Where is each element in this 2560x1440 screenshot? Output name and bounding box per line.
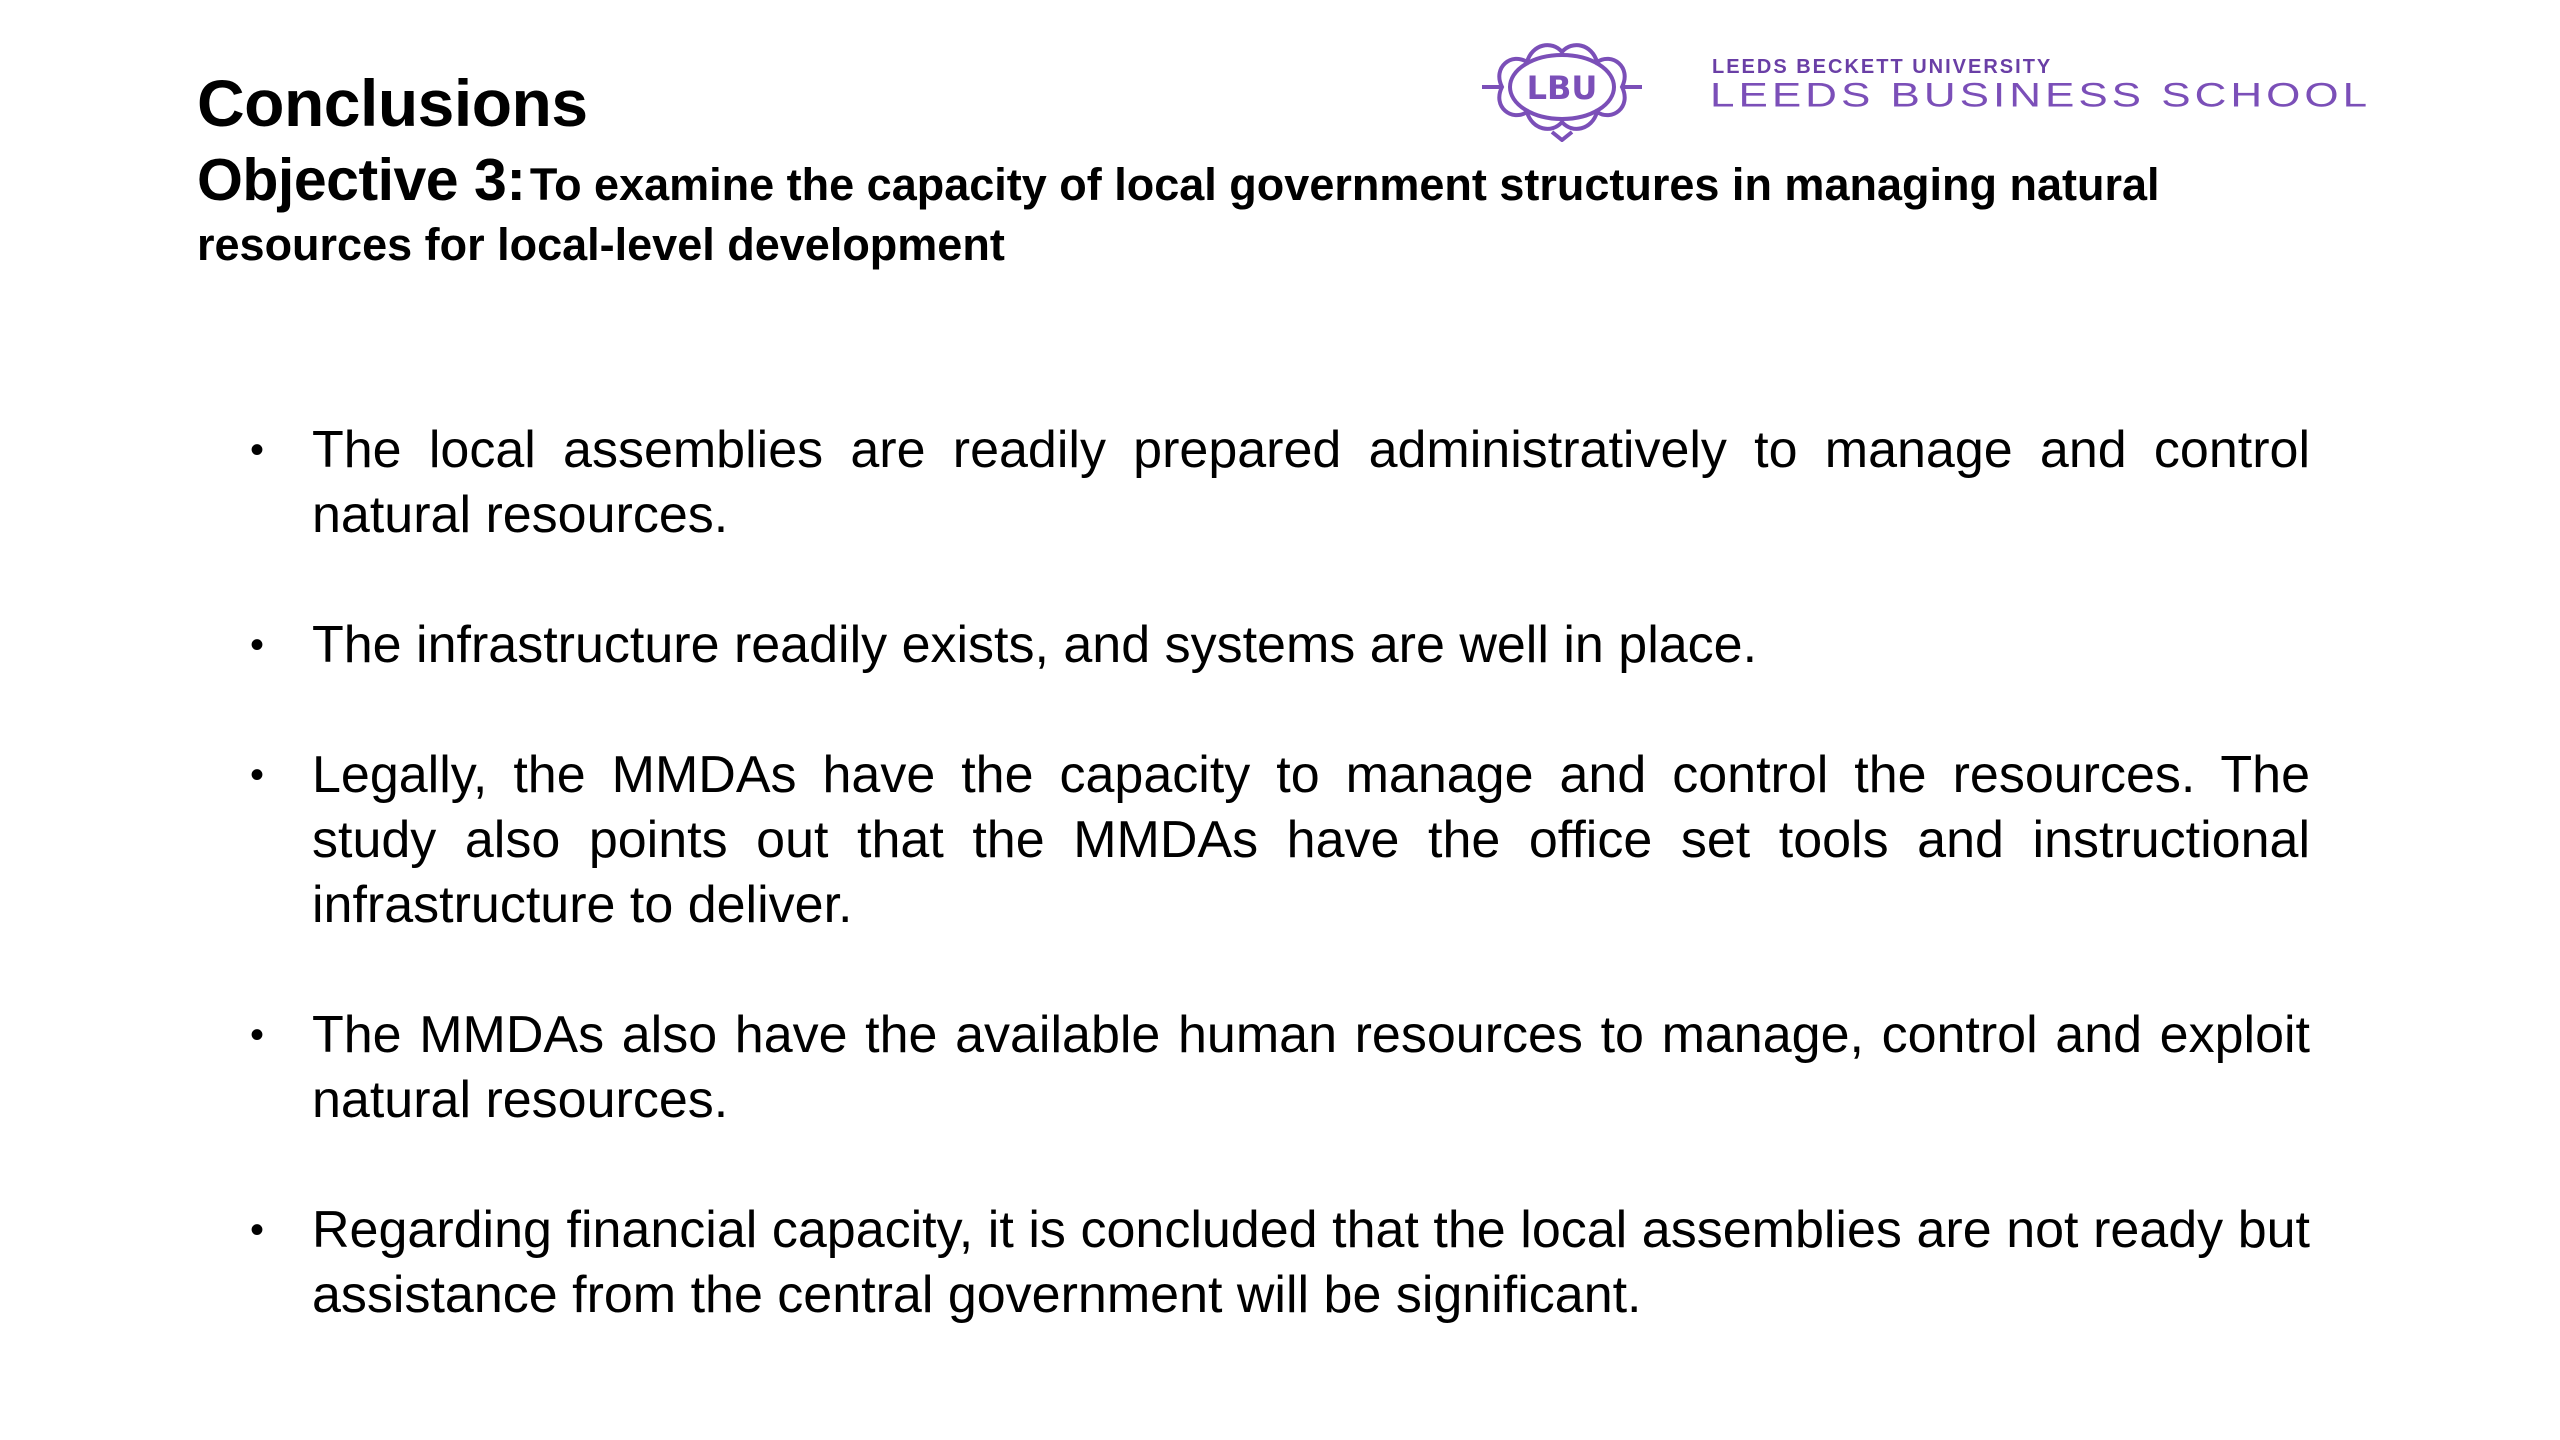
- bullet-text: The MMDAs also have the available human resources to manage, control and exploit natural resources.: [312, 1006, 2310, 1129]
- bullet-text: Regarding financial capacity, it is concluded that the local assemblies are not ready but assistance from the central government will be significant.: [312, 1201, 2310, 1324]
- slide-title: Conclusions: [197, 66, 588, 140]
- lbu-rose-icon: [1462, 32, 1662, 142]
- bullet-item: [250, 418, 2310, 548]
- bullet-item: [250, 613, 2310, 678]
- conclusion-bullet-list: [250, 418, 2310, 1393]
- bullet-icon: •: [250, 1013, 265, 1057]
- bullet-icon: •: [250, 623, 265, 667]
- leeds-business-school-logo: [1462, 32, 2462, 142]
- bullet-text: Legally, the MMDAs have the capacity to manage and control the resources. The study also points out that the MMDAs have the office set tools and instructional infrastructure to deliver.: [312, 746, 2310, 934]
- objective-text: To examine the capacity of local government structures in managing natural resources for local-level development: [197, 159, 2160, 270]
- logo-school-name: LEEDS BUSINESS SCHOOL: [1710, 76, 2372, 115]
- bullet-item: [250, 1198, 2310, 1328]
- bullet-item: [250, 1003, 2310, 1133]
- bullet-icon: •: [250, 428, 265, 472]
- bullet-text: The infrastructure readily exists, and systems are well in place.: [312, 616, 1758, 674]
- objective-label: Objective 3:: [197, 147, 526, 213]
- bullet-icon: •: [250, 753, 265, 797]
- objective-heading: [197, 147, 2337, 275]
- bullet-text: The local assemblies are readily prepared administratively to manage and control natural resources.: [312, 421, 2310, 544]
- bullet-icon: •: [250, 1208, 265, 1252]
- bullet-item: [250, 743, 2310, 938]
- logo-university-name: LEEDS BECKETT UNIVERSITY: [1712, 56, 2053, 78]
- logo-mark-text: LBU: [1526, 69, 1598, 107]
